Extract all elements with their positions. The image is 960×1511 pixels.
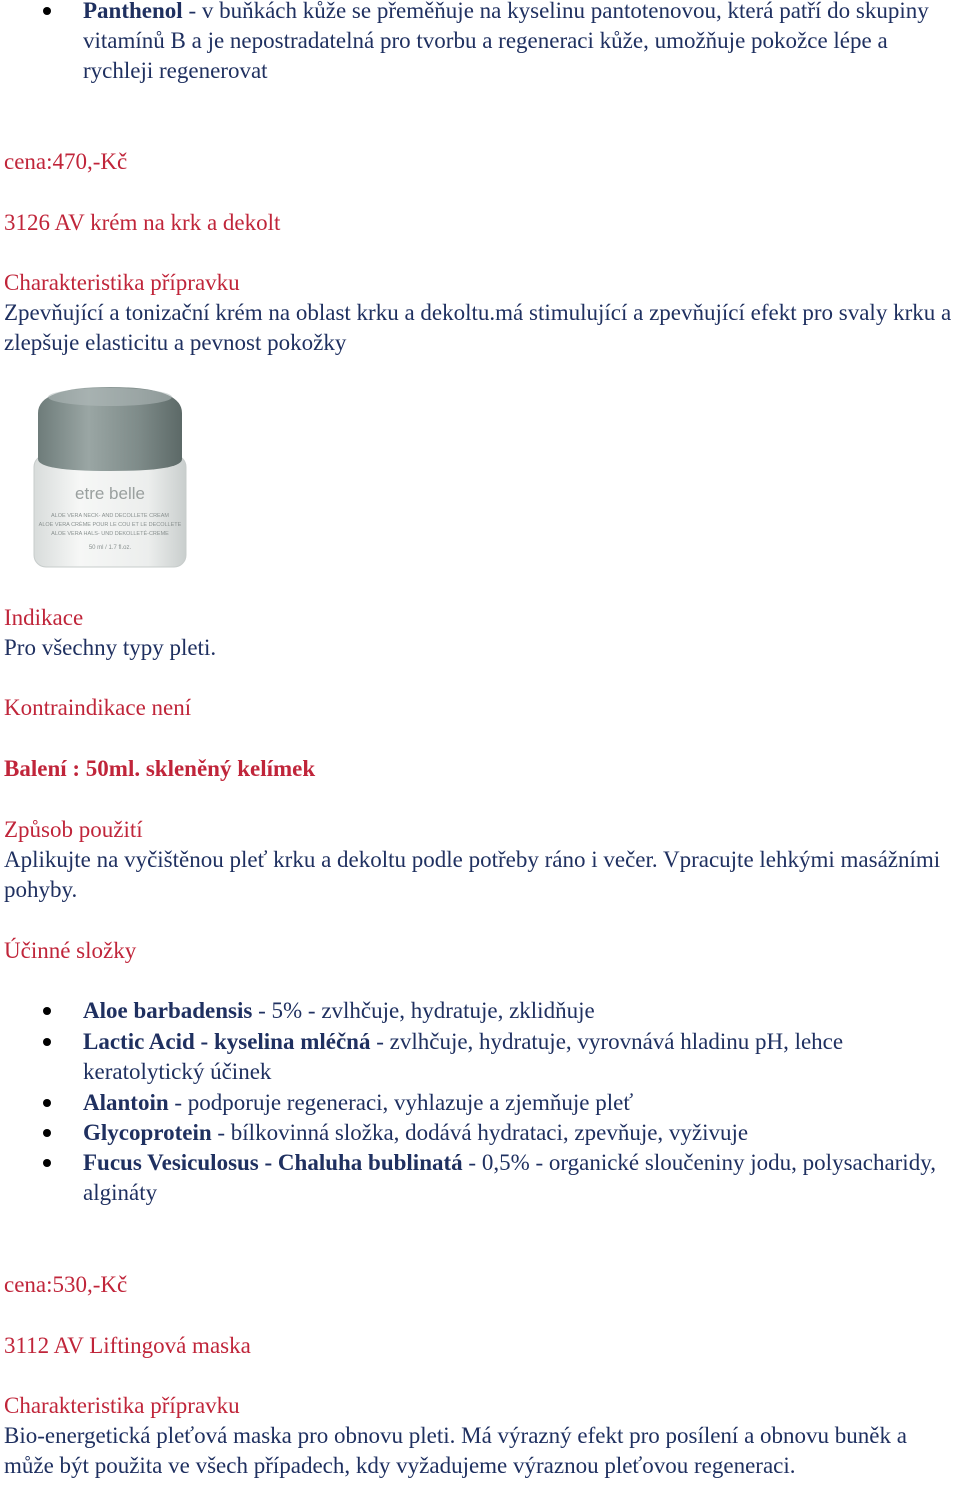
section-heading-ingredients: Účinné složky — [4, 938, 137, 963]
price-label: cena:530,-Kč — [4, 1272, 128, 1297]
contraindication-text: není — [145, 695, 192, 720]
section-heading-usage: Způsob použití — [4, 817, 143, 842]
cream-jar-image — [30, 385, 190, 573]
characteristics-text: Zpevňující a tonizační krém na oblast krku a dekoltu.má stimulující a zpevňující efekt pro svaly krku a zlepšuje elasticitu a pevnost pokožky — [4, 300, 952, 355]
characteristics-text: Bio-energetická pleťová maska pro obnovu pleti. Má výrazný efekt pro posílení a obnovu buněk a může být použita ve všech případech, kdy vyžadujeme výraznou pleťovou regeneraci. — [4, 1423, 907, 1478]
product-title: 3112 AV Liftingová maska — [4, 1333, 251, 1358]
jar-label-line: ALOE VERA HALS- UND DEKOLLETÉ-CREME — [51, 531, 169, 537]
ingredient-name: Panthenol — [83, 0, 183, 23]
section-heading-characteristics: Charakteristika přípravku — [4, 270, 240, 295]
ingredient-description: - bílkovinná složka, dodává hydrataci, zpevňuje, vyživuje — [211, 1120, 749, 1145]
ingredient-name: Lactic Acid - kyselina mléčná — [83, 1029, 371, 1054]
packaging-line — [4, 754, 956, 784]
list-item — [83, 1118, 956, 1148]
ingredient-description: - 0,5% - organické sloučeniny jodu, polysacharidy, algináty — [83, 1150, 936, 1205]
bullet-icon — [43, 7, 51, 15]
ingredient-name: Alantoin — [83, 1090, 169, 1115]
ingredient-description: - v buňkách kůže se přeměňuje na kyselinu pantotenovou, která patří do skupiny vitamínů B a je nepostradatelná pro tvorbu a regeneraci kůže, umožňuje pokožce lépe a rychleji regenerovat — [83, 0, 929, 83]
list-item — [83, 1148, 956, 1208]
ingredient-description: - podporuje regeneraci, vyhlazuje a zjemňuje pleť — [168, 1090, 634, 1115]
jar-label-line: ALOE VERA CRÈME POUR LE COU ET LE DECOLLETE — [38, 522, 182, 528]
bullet-icon — [43, 1099, 51, 1107]
ingredient-name: Aloe barbadensis — [83, 998, 253, 1023]
list-item — [83, 996, 956, 1026]
price-label: cena:470,-Kč — [4, 149, 128, 174]
usage-text: Aplikujte na vyčištěnou pleť krku a dekoltu podle potřeby ráno i večer. Vpracujte lehkými masážními pohyby. — [4, 847, 941, 902]
ingredient-name: Glycoprotein — [83, 1120, 212, 1145]
ingredient-description: - 5% - zvlhčuje, hydratuje, zklidňuje — [252, 998, 595, 1023]
section-heading-contraindication: Kontraindikace — [4, 695, 146, 720]
list-item — [83, 1027, 956, 1087]
ingredient-name: Fucus Vesiculosus - Chaluha bublinatá — [83, 1150, 463, 1175]
ingredient-description: - zvlhčuje, hydratuje, vyrovnává hladinu pH, lehce keratolytický účinek — [83, 1029, 844, 1084]
jar-label-line: ALOE VERA NECK- AND DECOLLETE CREAM — [51, 513, 169, 519]
bullet-icon — [43, 1129, 51, 1137]
jar-brand-text: etre belle — [75, 484, 145, 503]
bullet-icon — [43, 1038, 51, 1046]
section-heading-indication: Indikace — [4, 605, 84, 630]
list-item — [83, 0, 956, 86]
section-heading-characteristics: Charakteristika přípravku — [4, 1393, 240, 1418]
product-title: 3126 AV krém na krk a dekolt — [4, 210, 281, 235]
bullet-icon — [43, 1007, 51, 1015]
bullet-icon — [43, 1159, 51, 1167]
packaging-text: skleněný kelímek — [140, 756, 316, 781]
jar-label-line: 50 ml / 1.7 fl.oz. — [88, 545, 132, 551]
packaging-label: Balení : 50ml. — [4, 756, 141, 781]
contraindication-line — [4, 693, 956, 723]
list-item — [83, 1088, 956, 1118]
indication-text: Pro všechny typy pleti. — [4, 635, 217, 660]
